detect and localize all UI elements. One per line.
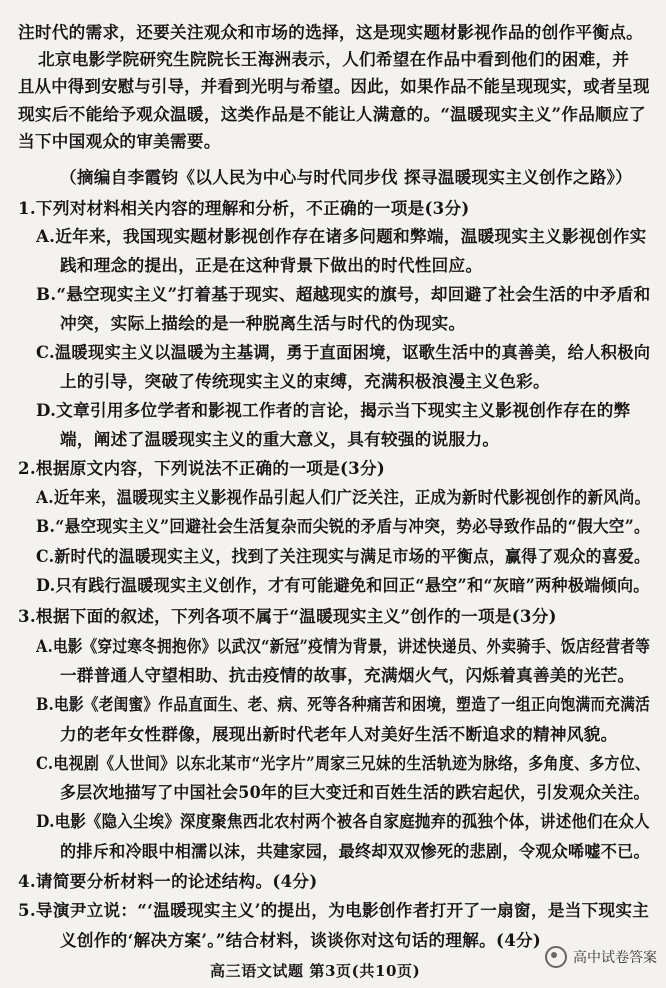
text-line: D.文章引用多位学者和影视工作者的言论，揭示当下现实主义影视创作存在的弊	[36, 400, 631, 420]
text-line: 一群普通人守望相助、抗击疫情的故事，充满烟火气，闪烁着真善美的光芒。	[60, 665, 635, 685]
text-line: 且从中得到安慰与引导，并看到光明与希望。因此，如果作品不能呈现现实，或者呈现	[18, 76, 650, 96]
text-line: 3.根据下面的叙述，下列各项不属于“温暖现实主义”创作的一项是(3分)	[18, 606, 557, 626]
text-line: D.电影《隐入尘埃》深度聚焦西北农村两个被各自家庭抛弃的孤独个体，讲述他们在众人	[36, 811, 650, 831]
page-footer: 高三语文试题 第3页(共10页)	[210, 962, 421, 980]
text-line: C.电视剧《人世间》以东北某市“光字片”周家三兄妹的生活轨迹为脉络，多角度、多方位、	[36, 753, 651, 773]
text-line: 多层次地描写了中国社会50年的巨大变迁和百姓生活的跌宕起伏，引发观众关注。	[60, 782, 650, 802]
text-line: 义创作的‘解决方案’。”结合材料，谈谈你对这句话的理解。(4分)	[60, 930, 542, 950]
text-line: 现实后不能给予观众温暖，这类作品是不能让人满意的。“温暖现实主义”作品顺应了	[18, 104, 646, 124]
text-line: B.“悬空现实主义”打着基于现实、超越现实的旗号，却回避了社会生活的中矛盾和	[36, 284, 651, 304]
text-line: C.温暖现实主义以温暖为主基调，勇于直面困境，讴歌生活中的真善美，给人积极向	[36, 342, 651, 362]
text-line: A.电影《穿过寒冬拥抱你》以武汉“新冠”疫情为背景，讲述快递员、外卖骑手、饭店经营者等	[36, 636, 651, 656]
text-line: 上的引导，突破了传统现实主义的束缚，充满积极浪漫主义色彩。	[60, 371, 550, 391]
text-line: 冲突，实际上描绘的是一种脱离生活与时代的伪现实。	[60, 313, 466, 333]
watermark	[545, 946, 657, 968]
text-line: 4.请简要分析材料一的论述结构。(4分)	[18, 871, 318, 891]
text-line: 注时代的需求，还要关注观众和市场的选择，这是现实题材影视作品的创作平衡点。	[18, 22, 644, 42]
wechat-icon	[545, 946, 567, 968]
text-line: A.近年来，温暖现实主义影视作品引起人们广泛关注，正成为新时代影视创作的新风尚。	[36, 487, 651, 507]
text-line: B.“悬空现实主义”回避社会生活复杂而尖锐的矛盾与冲突，势必导致作品的“假大空”。	[36, 516, 650, 536]
text-line: 力的老年女性群像，展现出新时代老年人对美好生活不断追求的精神风貌。	[60, 724, 618, 744]
text-line: 北京电影学院研究生院院长王海洲表示，人们希望在作品中看到他们的困难，并	[38, 49, 630, 69]
text-line: B.电影《老闺蜜》作品直面生、老、病、死等各种痛苦和困境，塑造了一组正向饱满而充满活	[36, 694, 651, 714]
text-line: 端，阐述了温暖现实主义的重大意义，具有较强的说服力。	[60, 429, 500, 449]
text-line: 的排斥和冷眼中相濡以沫，共建家园，最终却双双惨死的悲剧，令观众唏嘘不已。	[60, 841, 650, 861]
text-line: A.近年来，我国现实题材影视创作存在诸多问题和弊端，温暖现实主义影视创作实	[36, 226, 647, 246]
text-line: 5.导演尹立说：“‘温暖现实主义’的提出，为电影创作者打开了一扇窗，是当下现实主	[18, 900, 650, 920]
text-line: 2.根据原文内容，下列说法不正确的一项是(3分)	[18, 458, 386, 478]
text-line: 践和理念的提出，正是在这种背景下做出的时代性回应。	[60, 255, 483, 275]
text-line: 1.下列对材料相关内容的理解和分析，不正确的一项是(3分)	[18, 198, 470, 218]
text-line: D.只有践行温暖现实主义创作，才有可能避免和回正“悬空”和“灰暗”两种极端倾向。	[36, 575, 650, 595]
watermark-text: 高中试卷答案	[573, 950, 657, 966]
text-line: （摘编自李霞钧《以人民为中心与时代同步伐 探寻温暖现实主义创作之路》）	[60, 167, 633, 187]
text-line: C.新时代的温暖现实主义，找到了关注现实与满足市场的平衡点，赢得了观众的喜爱。	[36, 546, 651, 566]
text-line: 当下中国观众的审美需要。	[18, 131, 221, 151]
